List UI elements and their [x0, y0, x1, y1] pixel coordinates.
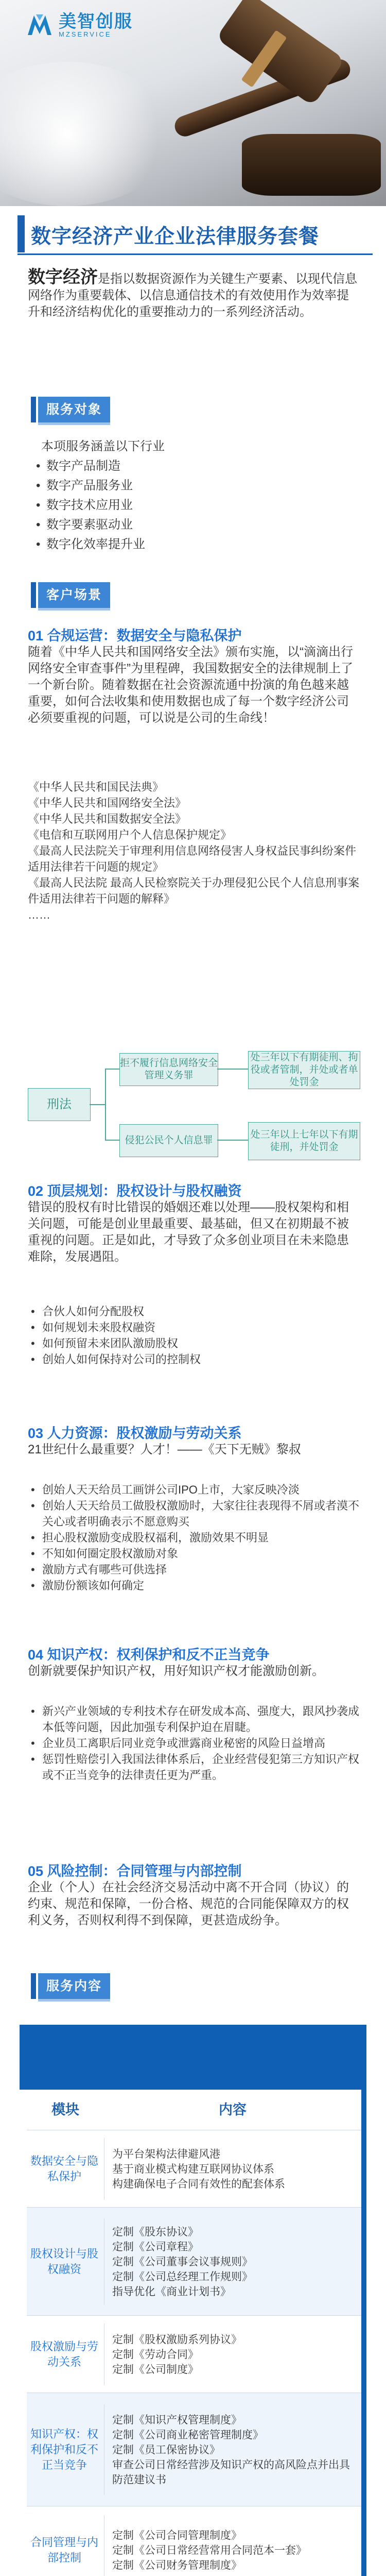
hero-banner	[0, 0, 386, 206]
list-item: • 数字产品制造	[36, 459, 120, 473]
targets-list	[36, 437, 360, 554]
list-item: • 新兴产业领域的专利技术存在研发成本高、强度大，跟风抄袭成本低等问题，因此加强专利保护迫在眉睫。	[31, 1705, 360, 1734]
scenario5-heading: 05 风险控制：合同管理与内部控制	[28, 1863, 242, 1879]
diagram-connector	[217, 1069, 248, 1070]
law-item: 《中华人民共和国数据安全法》	[28, 812, 187, 825]
diagram-crime-top: 拒不履行信息网络安全管理义务罪	[119, 1053, 218, 1086]
table-cell-module: 数据安全与隐私保护	[30, 2155, 98, 2183]
scenario4-list	[31, 1703, 365, 1783]
table-row	[27, 2506, 361, 2576]
diagram-crime-bottom: 侵犯公民个人信息罪	[119, 1124, 218, 1157]
scenario3-list	[31, 1482, 365, 1594]
diagram-connector	[105, 1069, 119, 1070]
list-item: • 数字技术应用业	[36, 498, 133, 512]
targets-lead: 本项服务涵盖以下行业	[41, 439, 165, 453]
section-tag-label: 客户场景	[38, 582, 110, 608]
logo-icon	[25, 10, 55, 40]
diagram-penalty-top: 处三年以下有期徒刑、拘役或者管制，并处或者单处罚金	[248, 1051, 360, 1089]
hero-highlight	[0, 62, 175, 206]
table-cell-content: 定制《股东协议》 定制《公司章程》 定制《公司董事会议事规则》 定制《公司总经理工作规则》 指导优化《商业计划书》	[112, 2226, 253, 2298]
scenario2-list	[31, 1303, 365, 1367]
list-item: • 激励方式有哪些可供选择	[31, 1563, 167, 1576]
table-cell-content: 定制《知识产权管理制度》 定制《公司商业秘密管理制度》 定制《员工保密协议》 审查公司日常经营涉及知识产权的高风险点并出具防范建议书	[112, 2414, 350, 2486]
scenario4-heading: 04 知识产权：权利保护和反不正当竞争	[28, 1647, 270, 1663]
brand-name-cn: 美智创服	[59, 12, 133, 31]
list-item: • 数字产品服务业	[36, 479, 133, 493]
title-underline	[17, 253, 373, 255]
table-banner	[20, 2025, 366, 2090]
list-item: • 创始人天天给员工画饼公司IPO上市，大家反映冷淡	[31, 1483, 300, 1496]
scenario1-heading: 01 合规运营：数据安全与隐私保护	[28, 628, 242, 643]
table-cell-module: 合同管理与内部控制	[30, 2536, 98, 2564]
law-item: 《中华人民共和国网络安全法》	[28, 796, 187, 809]
diagram-root: 刑法	[28, 1088, 91, 1121]
scenario3-heading: 03 人力资源：股权激励与劳动关系	[28, 1426, 242, 1441]
table-header-content: 内容	[219, 2102, 247, 2117]
sound-block-image	[242, 134, 381, 196]
table-cell-content: 定制《股权激励系列协议》 定制《劳动合同》 定制《公司制度》	[112, 2333, 242, 2376]
scenario4-text: 创新就要保护知识产权，用好知识产权才能激励创新。	[28, 1664, 324, 1678]
intro-text: 是指以数据资源作为关键生产要素、以现代信息网络作为重要载体、以信息通信技术的有效使用作为效率提升和经济结构优化的重要推动力的一系列经济活动。	[28, 272, 357, 319]
section-tag-service-content	[31, 1973, 111, 1999]
table-cell-module: 知识产权：权利保护和反不正当竞争	[30, 2428, 98, 2471]
table-row	[27, 2130, 361, 2208]
diagram-connector	[90, 1104, 105, 1105]
law-list	[28, 779, 362, 923]
diagram-connector	[217, 1140, 248, 1141]
diagram-penalty-bottom: 处三年以上七年以下有期徒刑，并处罚金	[248, 1122, 360, 1160]
intro-lead: 数字经济	[28, 267, 98, 287]
brand-logo	[25, 10, 133, 40]
table-row	[27, 2207, 361, 2316]
scenario1-text: 随着《中华人民共和国网络安全法》颁布实施，以“滴滴出行网络安全审查事件”为里程碑，我国数据安全的法律规制上了一个新台阶。随着数据在社会资源流通中扮演的角色越来越重要，如何合法收集和使用数据也成了每一个数字经济公司必须要重视的问题，可以说是公司的生命线！	[28, 645, 353, 725]
page-title: 数字经济产业企业法律服务套餐	[31, 226, 320, 248]
table-header-module: 模块	[51, 2102, 79, 2117]
table-header	[27, 2090, 361, 2130]
section-tag-client-scenarios	[31, 582, 111, 608]
list-item: • 如何预留未来团队激励股权	[31, 1337, 179, 1350]
diagram-connector	[105, 1069, 106, 1141]
table-cell-content: 为平台架构法律避风港 基于商业模式构建互联网协议体系 构建确保电子合同有效性的配套体系	[112, 2148, 285, 2190]
list-item: • 企业员工离职后同业竞争或泄露商业秘密的风险日益增高	[31, 1737, 326, 1750]
table-row	[27, 2393, 361, 2506]
list-item: • 如何规划未来股权融资	[31, 1321, 156, 1334]
law-item: 《中华人民共和国民法典》	[28, 781, 164, 793]
scenario2-heading: 02 顶层规划：股权设计与股权融资	[28, 1183, 242, 1199]
table-row	[27, 2315, 361, 2393]
list-item: • 担心股权激励变成股权福利，激励效果不明显	[31, 1531, 269, 1544]
section-tag-label: 服务对象	[38, 397, 110, 422]
list-item: • 数字化效率提升业	[36, 537, 145, 551]
table-cell-content: 定制《公司合同管理制度》 定制《公司日常经营常用合同范本一套》 定制《公司财务管理制度》	[112, 2529, 307, 2571]
law-item: 《最高人民法院 最高人民检察院关于办理侵犯公民个人信息刑事案件适用法律若干问题的解释》	[28, 876, 360, 905]
list-item: • 合伙人如何分配股权	[31, 1305, 145, 1318]
law-item: 《电信和互联网用户个人信息保护规定》	[28, 828, 232, 841]
section-tag-service-targets	[31, 397, 111, 422]
list-item: • 不知如何圈定股权激励对象	[31, 1547, 179, 1560]
section-tag-label: 服务内容	[38, 1973, 110, 1999]
list-item: • 数字要素驱动业	[36, 518, 133, 532]
law-item: 《最高人民法院关于审理利用信息网络侵害人身权益民事纠纷案件适用法律若干问题的规定》	[28, 844, 357, 873]
brand-name-en: MZSERVICE	[59, 30, 112, 38]
scenario2-text: 错误的股权有时比错误的婚姻还难以处理——股权架构和相关问题，可能是创业里最重要、最基础，但又在初期最不被重视的问题。正是如此，才导致了众多创业项目在未来隐患难除，发展遇阻。	[28, 1200, 349, 1264]
scenario3-text: 21世纪什么最重要？人才！——《天下无贼》黎叔	[28, 1443, 301, 1456]
diagram-connector	[105, 1140, 119, 1141]
list-item: • 激励份额该如何确定	[31, 1579, 145, 1592]
page-title-bar	[17, 215, 380, 252]
table-side-bar	[361, 2025, 366, 2576]
list-item: • 创始人如何保持对公司的控制权	[31, 1353, 201, 1366]
list-item: • 创始人天天给员工做股权激励时，大家往往表现得不屑或者漠不关心或者明确表示不愿意购买	[31, 1499, 360, 1528]
list-item: • 惩罚性赔偿引入我国法律体系后，企业经营侵犯第三方知识产权或不正当竞争的法律责任更为严重。	[31, 1753, 360, 1782]
table-cell-module: 股权设计与股权融资	[30, 2247, 98, 2276]
table-cell-module: 股权激励与劳动关系	[30, 2340, 98, 2368]
law-item: ……	[28, 908, 50, 921]
scenario5-text: 企业（个人）在社会经济交易活动中离不开合同（协议）的约束、规范和保障，一份合格、规范的合同能保障双方的权利义务，否则权利得不到保障，更甚造成纷争。	[28, 1880, 349, 1927]
service-table	[20, 2025, 366, 2576]
intro-paragraph	[28, 269, 360, 320]
criminal-law-diagram	[28, 1051, 362, 1159]
